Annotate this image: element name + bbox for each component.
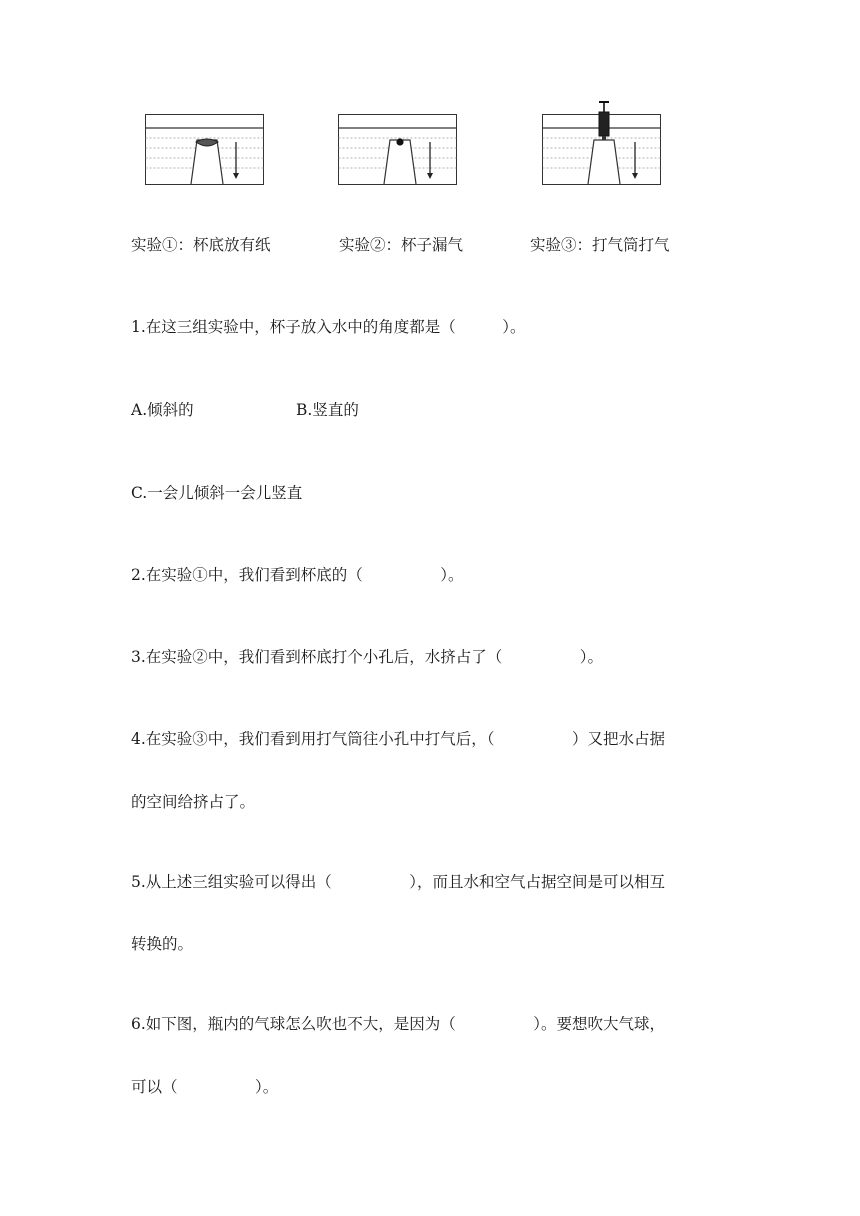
question-4: 4.在实验③中，我们看到用打气筒往小孔中打气后，（ ）又把水占据 — [131, 730, 666, 748]
question-6: 6.如下图，瓶内的气球怎么吹也不大，是因为（ ）。要想吹大气球， — [131, 1015, 666, 1033]
question-4-continuation: 的空间给挤占了。 — [131, 793, 256, 811]
option-a: A.倾斜的 — [131, 401, 194, 419]
option-b: B.竖直的 — [296, 401, 359, 419]
experiment-1-caption: 实验①：杯底放有纸 — [131, 236, 271, 254]
question-3: 3.在实验②中，我们看到杯底打个小孔后，水挤占了（ ）。 — [131, 648, 604, 666]
experiment-3-figure — [542, 100, 664, 186]
option-c: C.一会儿倾斜一会儿竖直 — [131, 484, 303, 502]
experiment-2-caption: 实验②：杯子漏气 — [339, 236, 464, 254]
question-2: 2.在实验①中，我们看到杯底的（ ）。 — [131, 566, 464, 584]
question-1: 1.在这三组实验中，杯子放入水中的角度都是（ ）。 — [131, 318, 526, 336]
question-5: 5.从上述三组实验可以得出（ ），而且水和空气占据空间是可以相互 — [131, 873, 666, 891]
question-5-continuation: 转换的。 — [131, 935, 194, 953]
experiment-3-caption: 实验③：打气筒打气 — [530, 236, 670, 254]
experiment-2-figure — [338, 100, 460, 186]
question-6-continuation: 可以（ ）。 — [131, 1078, 279, 1096]
experiment-1-figure — [145, 100, 267, 186]
